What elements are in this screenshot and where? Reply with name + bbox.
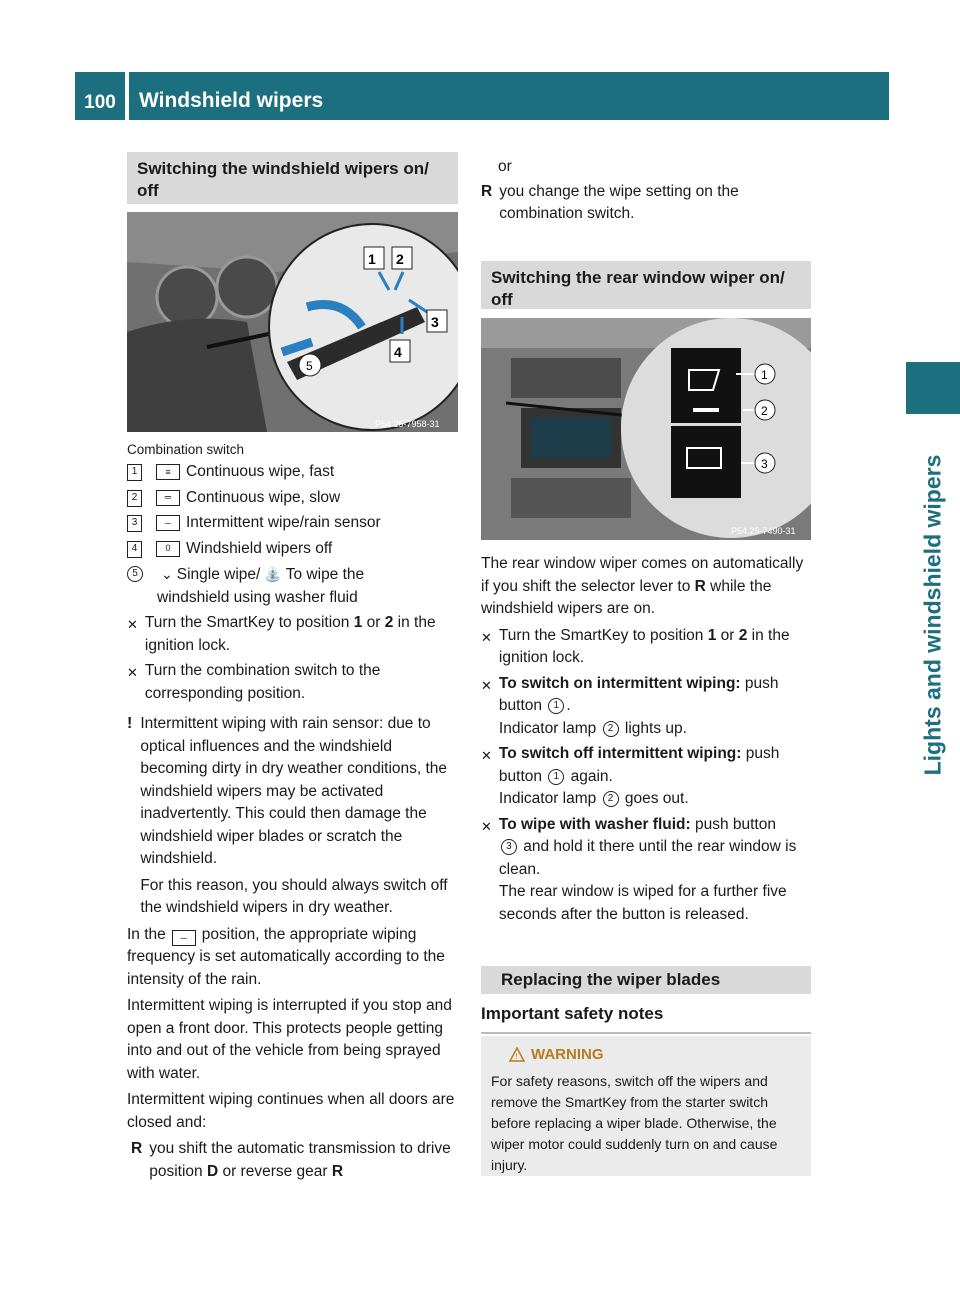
wipe-intermittent-icon: ─	[156, 515, 180, 531]
warning-box	[481, 1036, 811, 1176]
list-item: 3 ─ Intermittent wipe/rain sensor	[127, 512, 462, 535]
step-arrow-icon: ✕	[127, 617, 138, 632]
subheading-safety: Important safety notes	[481, 1004, 811, 1034]
wipe-slow-icon: ═	[156, 490, 180, 506]
page-number: 100	[75, 72, 125, 120]
callout-5: 5	[306, 359, 313, 373]
callout-3: 3	[431, 314, 439, 330]
or-text: or	[498, 158, 512, 175]
chapter-tab	[906, 420, 960, 810]
figure-code: P54.25-7490-31	[731, 526, 796, 536]
callout-2: 2	[396, 251, 404, 267]
chapter-tab-label: Lights and windshield wipers	[919, 454, 946, 776]
section-heading-wipers: Switching the windshield wipers on/ off	[127, 152, 458, 204]
section-heading-rear-wiper: Switching the rear window wiper on/ off	[481, 261, 811, 309]
callout-4: 4	[394, 344, 402, 360]
callout-2: 2	[761, 404, 768, 418]
section-heading-wiper-blades: Replacing the wiper blades	[481, 966, 811, 994]
page-title: Windshield wipers	[129, 72, 889, 120]
combination-switch-figure	[127, 212, 458, 432]
step-item: ✕ Turn the SmartKey to position 1 or 2 in the ignition lock.	[481, 626, 790, 666]
figure-code: P54.25-7958-31	[375, 419, 440, 429]
wipe-fast-icon: ≡	[156, 464, 180, 480]
wipe-off-icon: 0	[156, 541, 180, 557]
step-item: ✕ Turn the combination switch to the corresponding position.	[127, 662, 381, 702]
paragraph: The rear window wiper comes on automatically if you shift the selector lever to R while the windshield wipers are on.	[481, 555, 804, 617]
step-item: ✕ To switch on intermittent wiping: push button 1 . Indicator lamp 2 lights up.	[481, 674, 779, 737]
rear-wiper-figure	[481, 318, 811, 540]
list-item: 1 ≡ Continuous wipe, fast	[127, 461, 462, 484]
callout-3: 3	[761, 457, 768, 471]
single-wipe-icon: ⌄	[161, 566, 173, 582]
figure-caption: Combination switch	[127, 442, 245, 457]
step-item: ✕ To switch off intermittent wiping: push button 1 again. Indicator lamp 2 goes out.	[481, 745, 780, 807]
bullet-item: R you shift the automatic transmission to drive position D or reverse gear R	[131, 1140, 451, 1180]
list-item: 2 ═ Continuous wipe, slow	[127, 487, 462, 510]
warning-text: For safety reasons, switch off the wipers and remove the SmartKey from the starter switch before replacing a wiper blade. Otherwise, the wiper motor could suddenly turn on and cause injury.	[491, 1073, 778, 1173]
washer-fluid-icon: ⛲	[264, 566, 282, 582]
caution-icon: !	[127, 715, 133, 732]
bullet-item: R you change the wipe setting on the combination switch.	[481, 182, 739, 222]
step-arrow-icon: ✕	[481, 629, 492, 645]
combination-switch-illustration	[127, 212, 458, 432]
paragraph: Intermittent wiping continues when all doors are closed and:	[127, 1091, 455, 1131]
step-item: ✕ Turn the SmartKey to position 1 or 2 in the ignition lock.	[127, 614, 436, 654]
list-item: 5 ⌄ Single wipe/ ⛲ To wipe the windshield using washer fluid	[127, 563, 462, 609]
list-item: 4 0 Windshield wipers off	[127, 538, 462, 561]
callout-1: 1	[368, 251, 376, 267]
paragraph: Intermittent wiping is interrupted if you stop and open a front door. This protects people getting into and out of the vehicle from being sprayed with water.	[127, 997, 452, 1082]
step-arrow-icon: ✕	[481, 748, 492, 763]
warning-triangle-icon	[509, 1047, 525, 1062]
legend-list	[127, 461, 462, 609]
chapter-tab-marker	[906, 362, 960, 414]
svg-text:!: !	[515, 1052, 518, 1061]
warning-title: WARNING	[531, 1046, 604, 1063]
step-arrow-icon: ✕	[127, 665, 138, 680]
wipe-intermittent-icon: ─	[172, 930, 196, 946]
rear-wiper-illustration	[481, 318, 811, 540]
step-arrow-icon: ✕	[481, 677, 492, 693]
step-item: ✕ To wipe with washer fluid: push button 3 and hold it there until the rear window is clean. The rear window is wiped for a further five seconds after the button is released.	[481, 815, 797, 923]
paragraph: In the ─ position, the appropriate wiping frequency is set automatically according to the intensity of the rain.	[127, 925, 445, 988]
caution-note: ! Intermittent wiping with rain sensor: due to optical influences and the windshield becoming dirty in dry weather conditions, the windshield wipers may be activated inadvertently. This could then damage the windshield wiper blades or scratch the windshield. For this reason, you should always switch off the windshield wipers in dry weather.	[127, 713, 462, 920]
callout-1: 1	[761, 368, 768, 382]
step-arrow-icon: ✕	[481, 818, 492, 834]
